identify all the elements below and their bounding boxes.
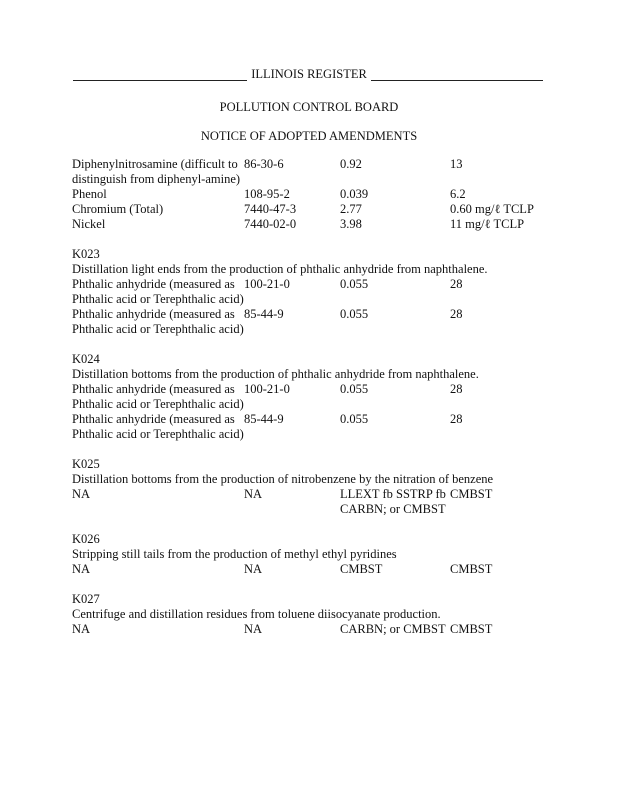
constituent: Phthalic anhydride (measured as Phthalic acid or Terephthalic acid) [72, 382, 244, 411]
wastewater-standard: LLEXT fb SSTRP fb CARBN; or CMBST [340, 487, 446, 516]
cas-number: NA [244, 622, 263, 636]
table-row [72, 202, 552, 217]
treatment-standards-table [72, 157, 552, 637]
constituent: Chromium (Total) [72, 202, 164, 216]
wastewater-standard: 0.039 [340, 187, 369, 201]
waste-code: K025 [72, 457, 100, 471]
waste-section-k027 [72, 592, 552, 637]
constituent: NA [72, 622, 91, 636]
table-row [72, 562, 552, 577]
table-row [72, 277, 552, 307]
nonwastewater-standard: 28 [450, 307, 463, 321]
waste-section-k025 [72, 457, 552, 517]
cas-number: 108-95-2 [244, 187, 290, 201]
waste-code: K027 [72, 592, 100, 606]
constituent: Nickel [72, 217, 106, 231]
nonwastewater-standard: 28 [450, 277, 463, 291]
constituent: NA [72, 487, 91, 501]
cas-number: 7440-02-0 [244, 217, 297, 231]
nonwastewater-standard: 28 [450, 412, 463, 426]
nonwastewater-standard: CMBST [450, 622, 493, 636]
wastewater-standard: 0.055 [340, 412, 369, 426]
cas-number: NA [244, 562, 263, 576]
wastewater-standard: 3.98 [340, 217, 362, 231]
nonwastewater-standard: 13 [450, 157, 463, 171]
nonwastewater-standard: 28 [450, 382, 463, 396]
waste-description: Distillation bottoms from the production of phthalic anhydride from naphthalene. [72, 367, 479, 381]
waste-description: Centrifuge and distillation residues from toluene diisocyanate production. [72, 607, 441, 621]
nonwastewater-standard: 6.2 [450, 187, 466, 201]
waste-description: Distillation light ends from the production of phthalic anhydride from naphthalene. [72, 262, 488, 276]
waste-section-k026 [72, 532, 552, 577]
cas-number: NA [244, 487, 263, 501]
register-title [0, 67, 618, 82]
cas-number: 85-44-9 [244, 412, 284, 426]
table-row [72, 622, 552, 637]
nonwastewater-standard: 0.60 mg/ℓ TCLP [450, 202, 534, 216]
register-title-text: ILLINOIS REGISTER [247, 67, 371, 81]
wastewater-standard: CARBN; or CMBST [340, 622, 446, 636]
nonwastewater-standard: 11 mg/ℓ TCLP [450, 217, 525, 231]
constituent: Diphenylnitrosamine (difficult to distinguish from diphenyl-amine) [72, 157, 241, 186]
wastewater-standard: 0.055 [340, 382, 369, 396]
wastewater-standard: 0.055 [340, 277, 369, 291]
waste-code: K026 [72, 532, 100, 546]
wastewater-standard: 2.77 [340, 202, 362, 216]
wastewater-standard: CMBST [340, 562, 383, 576]
notice-title: NOTICE OF ADOPTED AMENDMENTS [200, 129, 418, 143]
table-row [72, 487, 552, 517]
constituent: Phthalic anhydride (measured as Phthalic acid or Terephthalic acid) [72, 277, 244, 306]
waste-description: Stripping still tails from the production of methyl ethyl pyridines [72, 547, 397, 561]
nonwastewater-standard: CMBST [450, 487, 493, 501]
wastewater-standard: 0.92 [340, 157, 362, 171]
table-row [72, 382, 552, 412]
cas-number: 85-44-9 [244, 307, 284, 321]
waste-description: Distillation bottoms from the production of nitrobenzene by the nitration of benzene [72, 472, 494, 486]
table-row [72, 157, 552, 187]
table-row [72, 187, 552, 202]
cas-number: 100-21-0 [244, 277, 290, 291]
constituent: Phenol [72, 187, 107, 201]
waste-code: K023 [72, 247, 100, 261]
nonwastewater-standard: CMBST [450, 562, 493, 576]
waste-section-k023 [72, 247, 552, 337]
cas-number: 100-21-0 [244, 382, 290, 396]
table-row [72, 307, 552, 337]
waste-code: K024 [72, 352, 100, 366]
cas-number: 86-30-6 [244, 157, 284, 171]
waste-section-k024 [72, 352, 552, 442]
table-row [72, 412, 552, 442]
constituent: NA [72, 562, 91, 576]
table-row [72, 217, 552, 232]
wastewater-standard: 0.055 [340, 307, 369, 321]
constituent: Phthalic anhydride (measured as Phthalic acid or Terephthalic acid) [72, 412, 244, 441]
cas-number: 7440-47-3 [244, 202, 297, 216]
constituent: Phthalic anhydride (measured as Phthalic acid or Terephthalic acid) [72, 307, 244, 336]
board-title: POLLUTION CONTROL BOARD [219, 100, 399, 114]
